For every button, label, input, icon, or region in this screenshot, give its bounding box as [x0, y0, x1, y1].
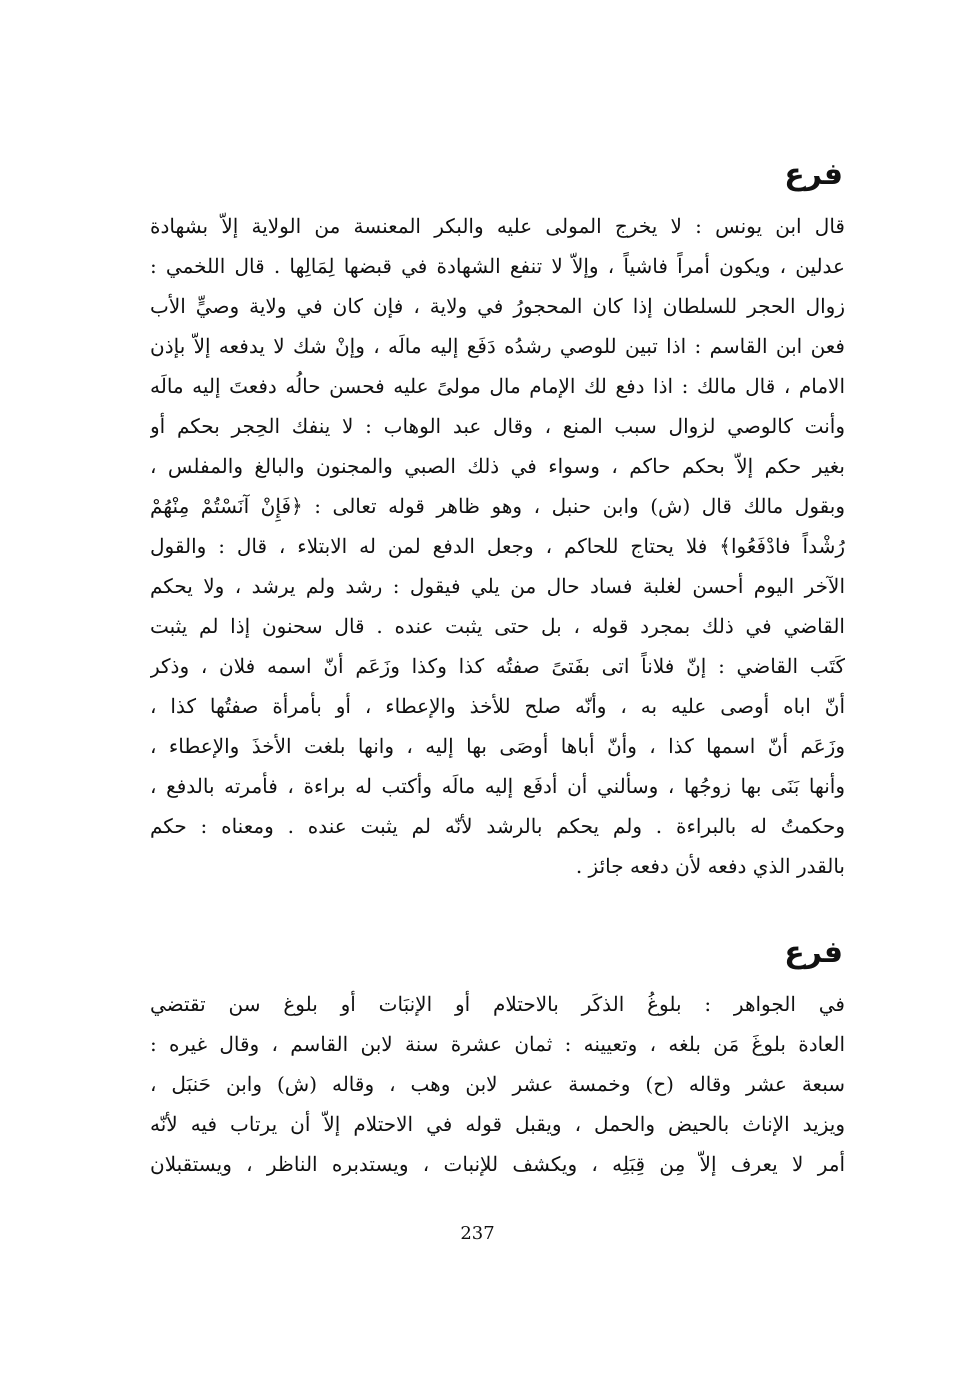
text-line: أنّ اباه أوصى عليه به ، وأنّه صلح للأخذ والإعطاء ، أو بأمرأة صفتُها كذا ،: [150, 694, 845, 718]
text-line: بالقدر الذي دفعه لأن دفعه جائز .: [575, 854, 845, 878]
text-line: عدلين ، ويكون أمراً فاشياً ، وإلاّ لا تنفع الشهادة في قبضها لِمَالِها . قال اللخمي :: [150, 254, 845, 278]
text-line: زوال الحجر للسلطان إذا كان المحجورُ في ولاية ، فإن كان في ولاية وصيٍّ الأب: [150, 294, 845, 318]
text-line: كَتَب القاضي : إنّ فلاناً اتى بفَتىً صفتُه كذا وكذا وزَعَم أنّ اسمه فلان ، وذكر: [150, 654, 845, 678]
section-heading: فرع: [784, 157, 843, 192]
text-line: قال ابن يونس : لا يخرج المولى عليه والبكر المعنسة من الولاية إلاّ بشهادة: [150, 214, 845, 238]
section-heading: فرع: [784, 935, 843, 970]
text-line: وزَعَم أنّ اسمها كذا ، وأنّ أباها أوصَى بها إليه ، وانها بلغت الأخذَ والإعطاء ،: [150, 734, 845, 758]
text-line: في الجواهر : بلوغُ الذكَر بالاحتلام أو الإنبَات أو بلوغ سن تقتضي: [150, 992, 845, 1016]
text-line: سبعة عشر وقاله (ح) وخمسة عشر لابن وهب ، وقاله (ش) وابن حَنبَل ،: [150, 1072, 845, 1096]
text-line: فعن ابن القاسم : اذا تبين للوصي رشدُه دَفَع إليه مالَه ، وإنْ شك لا يدفعه إلاّ بإذن: [150, 334, 845, 358]
text-line: بغير حكم إلاّ بحكم حاكم ، وسواء في ذلك الصبي والمجنون والبالغ والمفلس ،: [150, 454, 845, 478]
text-line: رُشْداً فادْفَعُوا﴾ فلا يحتاج للحاكم ، وجعل الدفع لمن له الابتلاء ، قال : والقول: [150, 534, 845, 558]
text-line: ويزيد الإناث بالحيض والحمل ، ويقبل قوله في الاحتلام إلاّ أن يرتاب فيه لأنّه: [150, 1112, 845, 1136]
text-line: الامام ، قال مالك : اذا دفع لك الإمام مال مولىً عليه فحسن حالُه دفعتَ إليه مالَه: [150, 374, 845, 398]
text-line: القاضي في ذلك بمجرد قوله ، بل حتى يثبت عنده . قال سحنون إذا لم يثبت: [150, 614, 845, 638]
paragraph-text: [150, 984, 845, 1184]
text-line: وأنها بَنَى بها زوجُها ، وسألني أن أدفَع إليه مالَه وأكتب له براءة ، فأمرته بالدفع ،: [150, 774, 845, 798]
text-line: وبقول مالك قال (ش) وابن حنبل ، وهو ظاهر قوله تعالى : ﴿فَإِنْ آنَسْتُمْ مِنْهُمْ: [150, 494, 845, 518]
text-line: العادة بلوغَ مَن بلغه ، وتعيينه : ثمان عشرة سنة لابن القاسم ، وقال غيره :: [150, 1032, 845, 1056]
paragraph-text: [150, 206, 845, 886]
text-line: الآخر اليوم أحسن لغلبة فساد حال من يلي فيقول : رشد ولم يرشد ، ولا يحكم: [150, 574, 845, 598]
page-number: 237: [460, 1223, 495, 1244]
text-line: وأنت كالوصي لزوال سبب المنع ، وقال عبد الوهاب : لا ينفك الحِجر بحكم أو: [150, 414, 845, 438]
text-line: وحكمتُ له بالبراءة . ولم يحكم بالرشد لأنّه لم يثبت عنده . ومعناه : حكم: [150, 814, 845, 838]
text-line: أمر لا يعرف إلاّ مِن قِبَلِه ، ويكشف للإنبات ، ويستدبره الناظر ، ويستقبلان: [150, 1152, 845, 1176]
